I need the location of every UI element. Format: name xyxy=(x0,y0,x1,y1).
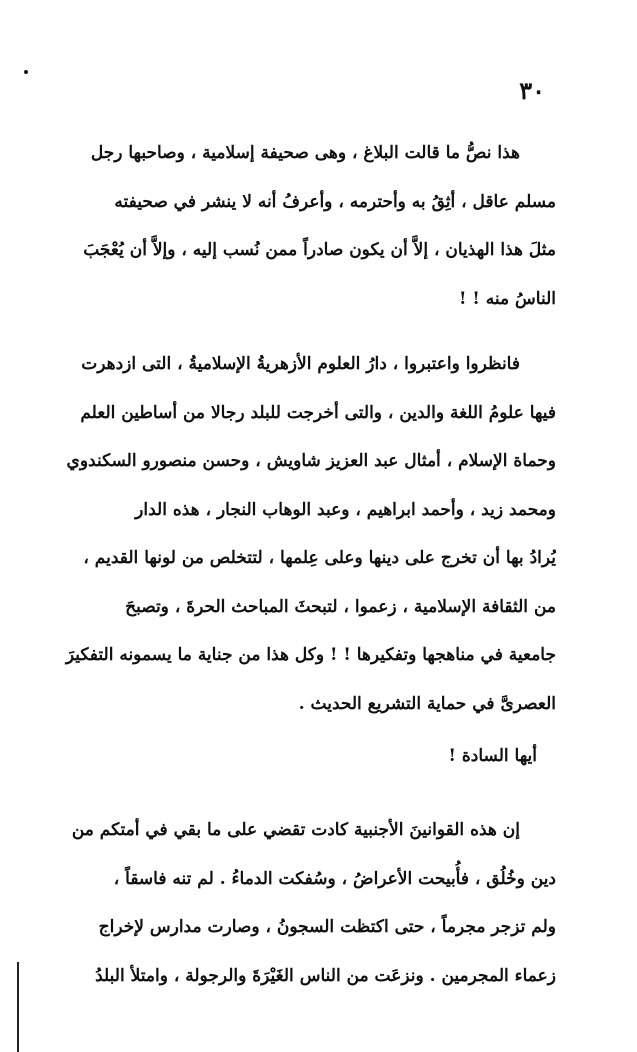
margin-rule xyxy=(17,962,19,1052)
paragraph-1 xyxy=(34,129,556,323)
text-line: الناسُ منه ! ! xyxy=(459,288,556,309)
text-line: من الثقافة الإسلامية ، زعموا ، لتبحثَ المباحث الحرةَ ، وتصبحَ xyxy=(125,596,556,617)
text-line: العصرىَّ في حماية التشريع الحديث . xyxy=(298,693,556,714)
text-line: وحماة الإسلام ، أمثال عبد العزيز شاويش ، وحسن منصورو السكندوي xyxy=(66,451,556,471)
text-line: هذا نصُّ ما قالت البلاغ ، وهى صحيفة إسلامية ، وصاحبها رجل xyxy=(90,143,520,163)
text-line: مسلم عاقل ، أثِقُ به وأحترمه ، وأعرفُ أنه لا ينشر في صحيفته xyxy=(114,191,556,212)
text-line: فانظروا واعتبروا ، دارُ العلوم الأزهريةُ الإسلاميةُ ، التى ازدهرت xyxy=(81,354,520,374)
page-number: ٣٠ xyxy=(519,76,545,105)
ink-speck xyxy=(24,70,28,74)
text-line: فيها علومُ اللغة والدين ، والتى أخرجت للبلد رجالا من أساطين العلم xyxy=(80,402,556,423)
text-line: دين وخُلُق ، فأُبيحت الأعراضُ ، وسُفكت الدماءُ . لم تنه فاسقاً ، xyxy=(113,868,556,889)
section-heading: أيها السادة ! xyxy=(448,746,537,766)
text-line: ومحمد زيد ، وأحمد ابراهيم ، وعبد الوهاب النجار ، هذه الدار xyxy=(135,499,556,520)
paragraph-3 xyxy=(34,806,556,1000)
text-line: جامعية في مناهجها وتفكيرها ! ! وكل هذا من جناية ما يسمونه التفكيرَ xyxy=(65,645,556,665)
text-line: ولم تزجر مجرماً ، حتى اكتظت السجونُ ، وصارت مدارس لإخراج xyxy=(98,917,556,937)
text-line: إن هذه القوانينَ الأجنبية كادت تقضي على ما بقي في أمتكم من xyxy=(71,820,520,840)
text-line: زعماء المجرمين . ونزعَت من الناس الغَيْرَةَ والرجولة ، وامتلأ البلدُ xyxy=(95,965,556,986)
paragraph-2 xyxy=(34,340,556,728)
text-line: مثلَ هذا الهذيان ، إلاَّ أن يكون صادراً ممن نُسب إليه ، وإلاَّ أن يُعْجَبَ xyxy=(83,240,556,260)
text-line: يُرادُ بها أن تخرج على دينها وعلى عِلمها ، لتتخلص من لونها القديم ، xyxy=(83,548,556,568)
